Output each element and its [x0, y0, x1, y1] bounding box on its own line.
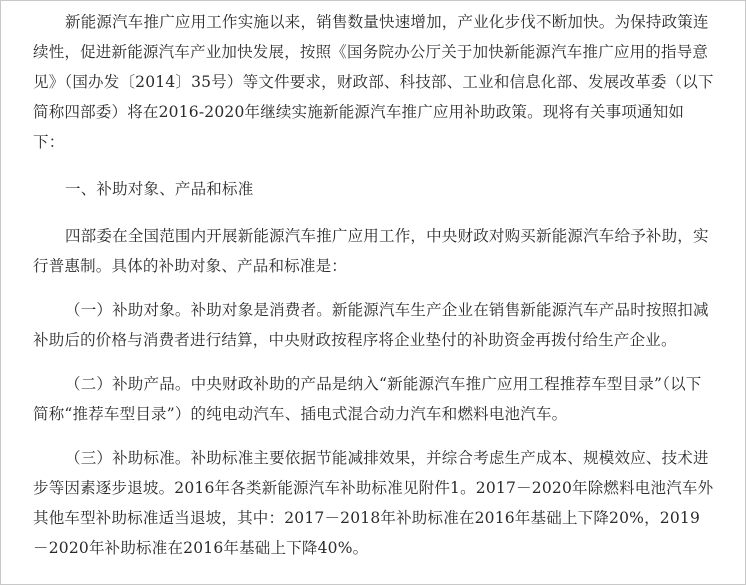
document-body: [33, 7, 715, 563]
spacer: [33, 204, 715, 221]
spacer: [33, 429, 715, 443]
spacer: [33, 355, 715, 369]
subsidy-product-paragraph: （二）补助产品。中央财政补助的产品是纳入“新能源汽车推广应用工程推荐车型目录”（以下简称“推荐车型目录”）的纯电动汽车、插电式混合动力汽车和燃料电池汽车。: [33, 375, 702, 423]
subsidy-target-paragraph: （一）补助对象。补助对象是消费者。新能源汽车生产企业在销售新能源汽车产品时按照扣减补助后的价格与消费者进行结算，中央财政按程序将企业垫付的补助资金再拨付给生产企业。: [33, 301, 709, 349]
spacer: [33, 281, 715, 295]
intro-paragraph: 新能源汽车推广应用工作实施以来，销售数量快速增加，产业化步伐不断加快。为保持政策连续性，促进新能源汽车产业加快发展，按照《国务院办公厅关于加快新能源汽车推广应用的指导意见》（国办发〔2014〕35号）等文件要求，财政部、科技部、工业和信息化部、发展改革委（以下简称四部委）将在2016-2020年继续实施新能源汽车推广应用补助政策。现将有关事项通知如下：: [33, 13, 714, 151]
section-heading: 一、补助对象、产品和标准: [65, 180, 254, 198]
spacer: [33, 157, 715, 174]
section-intro-paragraph: 四部委在全国范围内开展新能源汽车推广应用工作，中央财政对购买新能源汽车给予补助，实行普惠制。具体的补助对象、产品和标准是：: [33, 227, 709, 275]
subsidy-standard-paragraph: （三）补助标准。补助标准主要依据节能减排效果，并综合考虑生产成本、规模效应、技术进步等因素逐步退坡。2016年各类新能源汽车补助标准见附件1。2017－2020年除燃料电池汽车外其他车型补助标准适当退坡，其中：2017－2018年补助标准在2016年基础上下降20%，2019－2020年补助标准在2016年基础上下降40%。: [33, 449, 714, 557]
